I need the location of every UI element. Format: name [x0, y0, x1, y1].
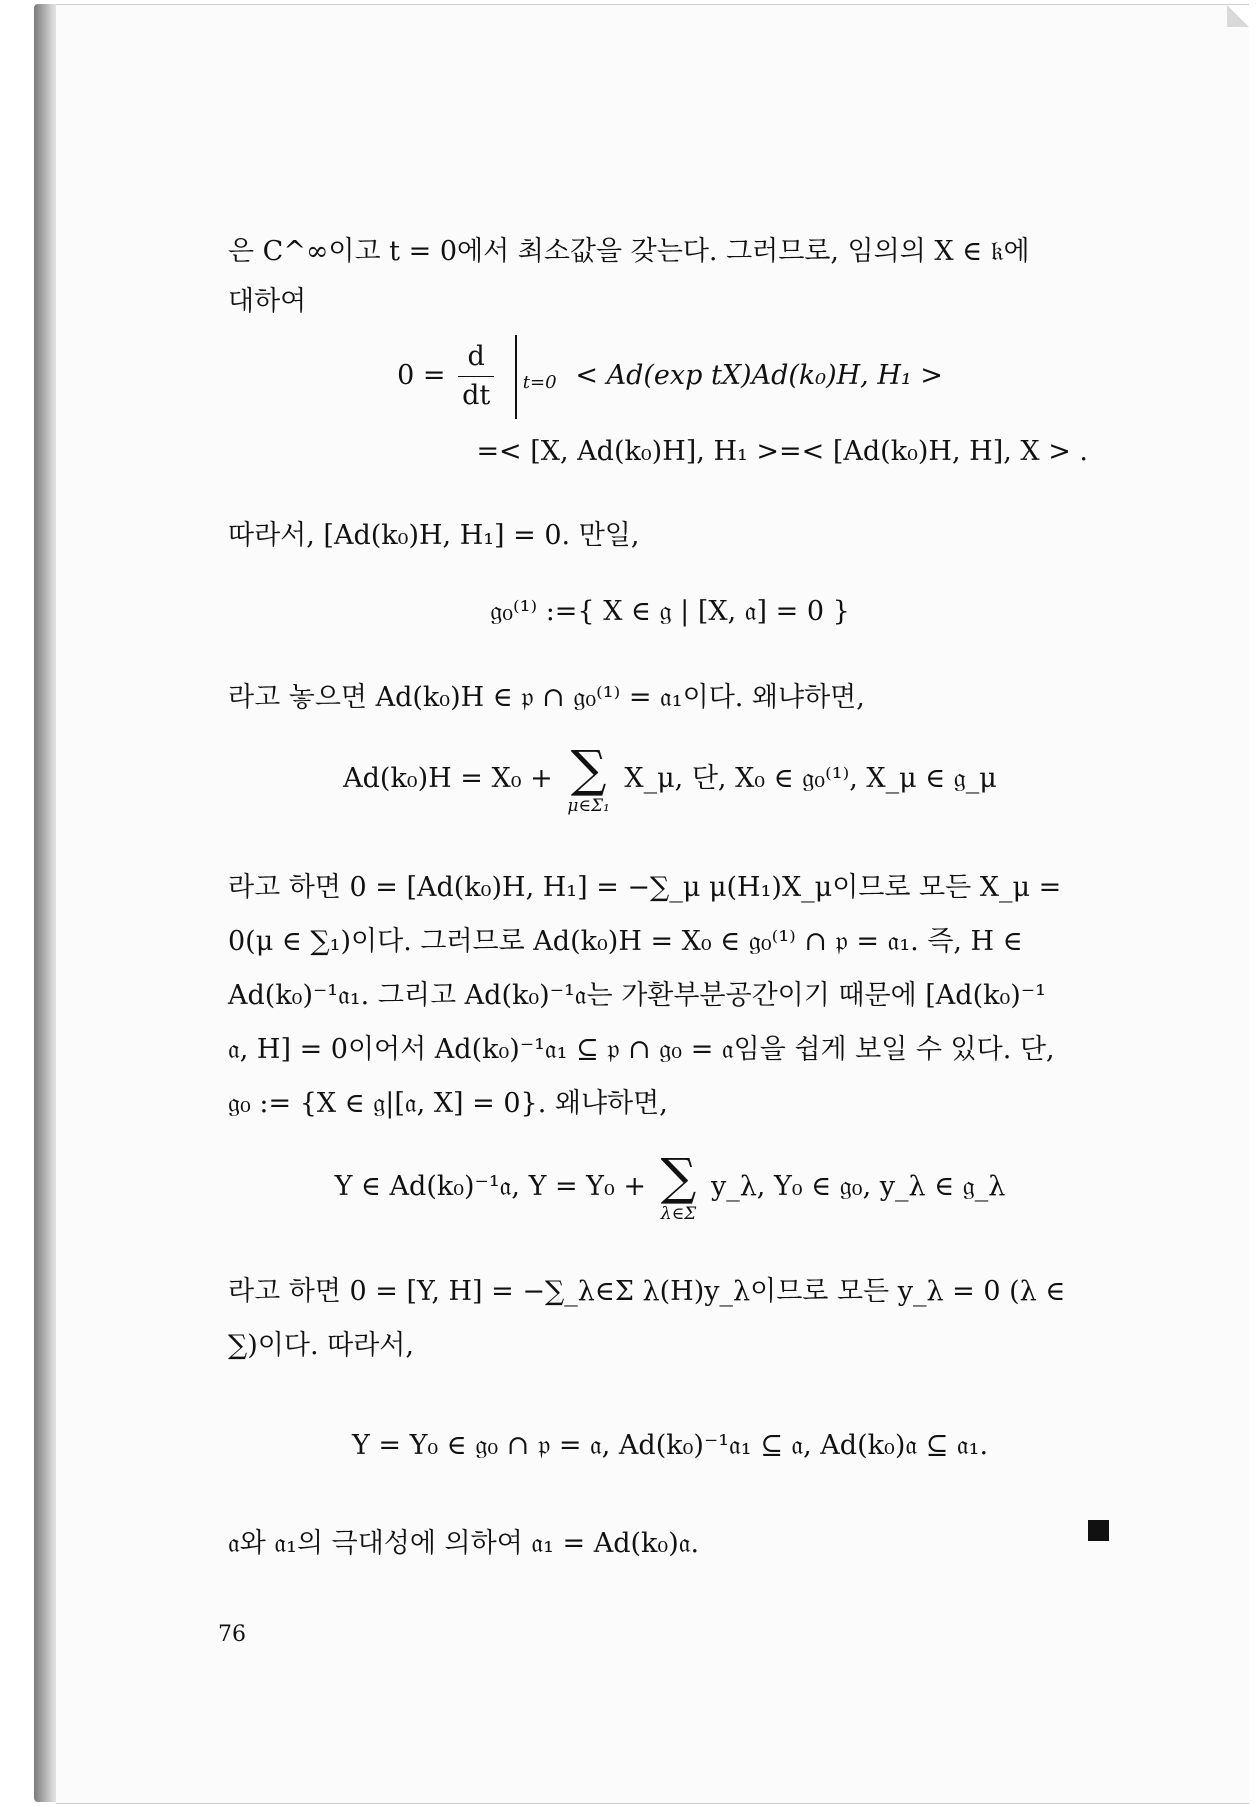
eq4-summation — [660, 1148, 697, 1224]
eq1-rhs: < Ad(exp tX)Ad(k₀)H, H₁ > — [575, 360, 943, 391]
para4-line2: 0(μ ∈ ∑₁)이다. 그러므로 Ad(k₀)H = X₀ ∈ 𝔤₀⁽¹⁾ ∩ 𝔭 = 𝔞₁. 즉, H ∈ — [228, 926, 1023, 957]
page-number: 76 — [218, 1622, 246, 1647]
eq1-lhs: 0 = — [397, 360, 446, 391]
eq4-rhs: y_λ, Y₀ ∈ 𝔤₀, y_λ ∈ 𝔤_λ — [710, 1171, 1006, 1202]
para4-line4: 𝔞, H] = 0이어서 Ad(k₀)⁻¹𝔞₁ ⊆ 𝔭 ∩ 𝔤₀ = 𝔞임을 쉽게 보일 수 있다. 단, — [228, 1034, 1055, 1065]
eq3-sum-index: μ∈Σ₁ — [567, 796, 610, 816]
para3-text: 라고 놓으면 Ad(k₀)H ∈ 𝔭 ∩ 𝔤₀⁽¹⁾ = 𝔞₁이다. 왜냐하면, — [228, 682, 865, 713]
para1-line2: 대하여 — [228, 286, 307, 317]
eq3-summation — [567, 740, 610, 816]
para5-line1: 라고 하면 0 = [Y, H] = −∑_λ∈Σ λ(H)y_λ이므로 모든 y_λ = 0 (λ ∈ — [228, 1276, 1066, 1307]
eq4-sum-index: λ∈Σ — [660, 1204, 697, 1224]
para4-line5: 𝔤₀ := {X ∈ 𝔤|[𝔞, X] = 0}. 왜냐하면, — [228, 1088, 668, 1119]
eq3-rhs: X_μ, 단, X₀ ∈ 𝔤₀⁽¹⁾, X_μ ∈ 𝔤_μ — [624, 763, 997, 794]
eq4-sigma-symbol: ∑ — [660, 1148, 697, 1206]
equation-4 — [228, 1148, 1112, 1236]
eq1-evaluation-bar — [515, 335, 557, 419]
equation-5: Y = Y₀ ∈ 𝔤₀ ∩ 𝔭 = 𝔞, Ad(k₀)⁻¹𝔞₁ ⊆ 𝔞, Ad(k₀)𝔞 ⊆ 𝔞₁. — [351, 1430, 989, 1461]
para1-line1: 은 C^∞이고 t = 0에서 최소값을 갖는다. 그러므로, 임의의 X ∈ 𝔨에 — [228, 236, 1030, 267]
page-corner — [1227, 5, 1249, 27]
para4-line1: 라고 하면 0 = [Ad(k₀)H, H₁] = −∑_μ μ(H₁)X_μ이므로 모든 X_μ = — [228, 872, 1062, 903]
eq1-frac-den: dt — [462, 380, 491, 411]
equation-1 — [228, 334, 1112, 418]
eq1-derivative-fraction — [458, 338, 494, 415]
para4-line3: Ad(k₀)⁻¹𝔞₁. 그리고 Ad(k₀)⁻¹𝔞는 가환부분공간이기 때문에 [Ad(k₀)⁻¹ — [228, 980, 1046, 1011]
para2-text: 따라서, [Ad(k₀)H, H₁] = 0. 만일, — [228, 520, 640, 551]
para5-line2: ∑)이다. 따라서, — [228, 1330, 414, 1361]
eq1-line2: =< [X, Ad(k₀)H], H₁ >=< [Ad(k₀)H, H], X > . — [476, 436, 1088, 467]
equation-3 — [228, 740, 1112, 828]
para6-text: 𝔞와 𝔞₁의 극대성에 의하여 𝔞₁ = Ad(k₀)𝔞. — [228, 1528, 700, 1559]
eq1-eval-at: t=0 — [522, 371, 557, 393]
equation-2: 𝔤₀⁽¹⁾ :={ X ∈ 𝔤 | [X, 𝔞] = 0 } — [490, 596, 850, 627]
qed-square-icon — [1088, 1520, 1109, 1541]
eq3-sigma-symbol: ∑ — [570, 740, 607, 798]
eq1-frac-num: d — [458, 338, 494, 377]
eq4-lhs: Y ∈ Ad(k₀)⁻¹𝔞, Y = Y₀ + — [334, 1171, 647, 1202]
eq3-lhs: Ad(k₀)H = X₀ + — [343, 763, 553, 794]
